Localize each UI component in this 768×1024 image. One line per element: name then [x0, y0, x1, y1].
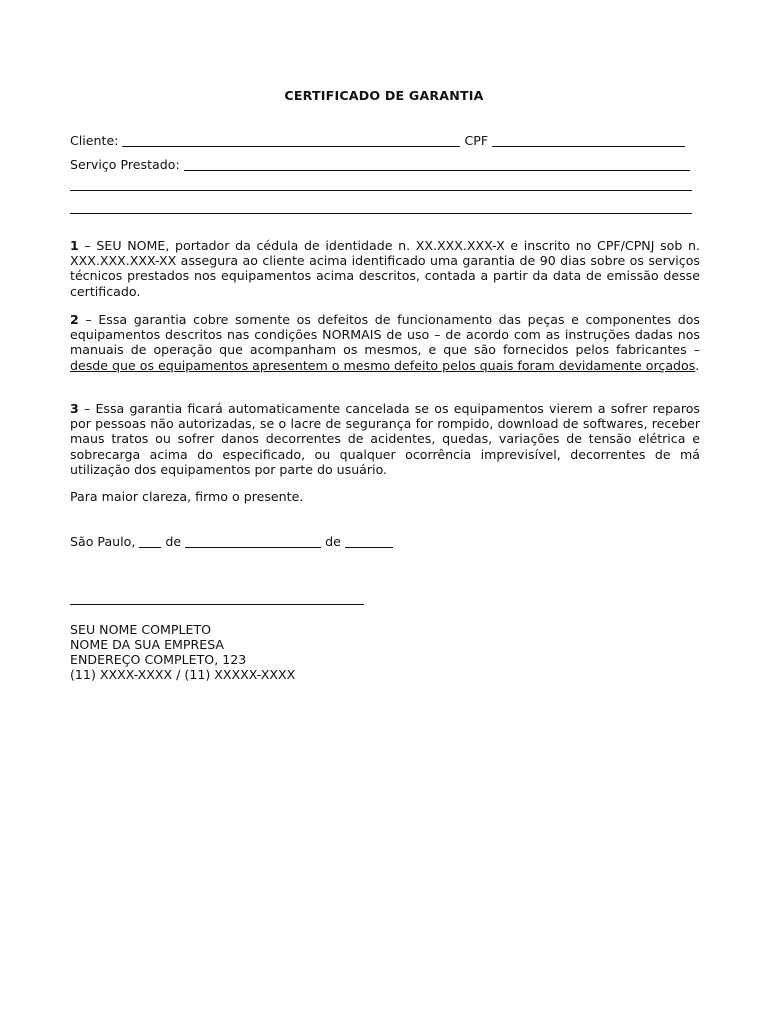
cpf-blank	[492, 134, 685, 147]
closing-sentence: Para maior clareza, firmo o presente.	[70, 489, 304, 504]
clause-2	[70, 312, 700, 373]
client-row	[70, 133, 689, 148]
document-title: CERTIFICADO DE GARANTIA	[284, 88, 484, 103]
date-line	[70, 534, 397, 549]
clause-number: 2	[70, 312, 79, 327]
clause-text: – SEU NOME, portador da cédula de identidade n. XX.XXX.XXX-X e inscrito no CPF/CPNJ sob n. XXX.XXX.XXX-XX assegura ao cliente acima identificado uma garantia de 90 dias sobre os serviços técnicos prestados nos equipamentos acima descritos, contada a partir da data de emissão desse certificado.	[70, 238, 700, 299]
clause-number: 3	[70, 401, 79, 416]
service-continuation-line-2	[70, 213, 692, 214]
service-row	[70, 157, 694, 172]
clause-end: .	[695, 357, 700, 373]
year-blank	[345, 535, 393, 548]
service-blank	[184, 158, 690, 171]
de-label: de	[325, 534, 341, 549]
de-label: de	[165, 534, 182, 549]
clause-underlined-text: desde que os equipamentos apresentem o mesmo defeito pelos quais foram devidamente orçados	[70, 357, 696, 373]
clause-text: – Essa garantia cobre somente os defeitos de funcionamento das peças e componentes dos equipamentos descritos nas condições NORMAIS de uso – de acordo com as instruções dadas nos manuais de operação que acompanham os mesmos, e que são fornecidos pelos fabricantes –	[70, 312, 700, 358]
clause-text: – Essa garantia ficará automaticamente cancelada se os equipamentos vierem a sofrer reparos por pessoas não autorizadas, se o lacre de segurança for rompido, download de softwares, receber maus tratos ou sofrer danos decorrentes de acidentes, quedas, variações de tensão elétrica e sobrecarga acima do especificado, ou qualquer ocorrência imprevisível, decorrentes de má utilização dos equipamentos por parte do usuário.	[70, 401, 700, 477]
day-blank	[139, 535, 161, 548]
signer-name: SEU NOME COMPLETO	[70, 622, 212, 637]
cpf-label: CPF	[464, 133, 489, 148]
signer-phones: (11) XXXX-XXXX / (11) XXXXX-XXXX	[70, 667, 296, 682]
clause-1	[70, 238, 700, 299]
month-blank	[185, 535, 321, 548]
signer-address: ENDEREÇO COMPLETO, 123	[70, 652, 247, 667]
service-label: Serviço Prestado:	[70, 157, 180, 172]
clause-number: 1	[70, 238, 79, 253]
client-label: Cliente:	[70, 133, 119, 148]
city-label: São Paulo,	[70, 534, 136, 549]
service-continuation-line-1	[70, 190, 692, 191]
client-blank	[122, 134, 460, 147]
clause-3	[70, 401, 700, 477]
signer-company: NOME DA SUA EMPRESA	[70, 637, 225, 652]
signature-line	[70, 604, 364, 605]
